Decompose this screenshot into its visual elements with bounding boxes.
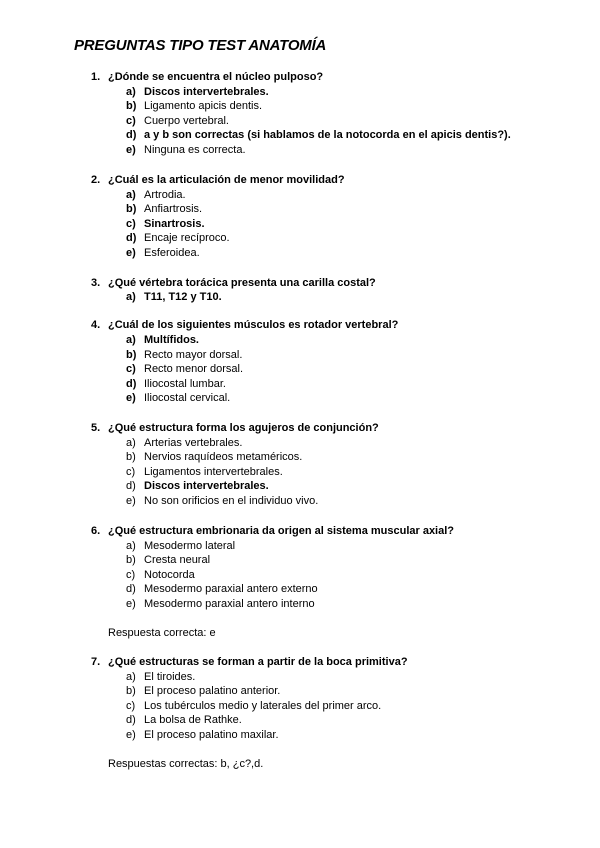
option-text: Recto menor dorsal. bbox=[144, 363, 244, 375]
option-letter: e) bbox=[126, 247, 136, 259]
option-text: Recto mayor dorsal. bbox=[144, 349, 243, 361]
question-number: 1. bbox=[91, 71, 101, 83]
option-d bbox=[0, 479, 600, 493]
option-text: Cresta neural bbox=[144, 554, 211, 566]
option-d bbox=[0, 128, 600, 142]
question-text: ¿Qué estructura forma los agujeros de conjunción? bbox=[108, 422, 379, 434]
option-e bbox=[0, 597, 600, 611]
question-number: 3. bbox=[91, 277, 101, 289]
option-c bbox=[0, 465, 600, 479]
option-c bbox=[0, 568, 600, 582]
option-letter: b) bbox=[126, 451, 136, 463]
option-letter: b) bbox=[126, 203, 137, 215]
option-letter: a) bbox=[126, 334, 136, 346]
option-letter: c) bbox=[126, 569, 136, 581]
option-text: Ninguna es correcta. bbox=[144, 144, 246, 156]
question-header bbox=[0, 524, 600, 538]
option-letter: b) bbox=[126, 685, 136, 697]
option-text: El tiroides. bbox=[144, 671, 196, 683]
option-letter: a) bbox=[126, 189, 136, 201]
option-letter: a) bbox=[126, 291, 136, 303]
option-letter: e) bbox=[126, 598, 136, 610]
option-a bbox=[0, 188, 600, 202]
option-d bbox=[0, 377, 600, 391]
option-e bbox=[0, 246, 600, 260]
option-text: a y b son correctas (si hablamos de la notocorda en el apicis dentis?). bbox=[144, 129, 511, 141]
option-d bbox=[0, 231, 600, 245]
option-letter: c) bbox=[126, 218, 136, 230]
option-e bbox=[0, 143, 600, 157]
option-text: Ligamentos intervertebrales. bbox=[144, 466, 283, 478]
option-text: Artrodia. bbox=[144, 189, 186, 201]
option-e bbox=[0, 391, 600, 405]
option-d bbox=[0, 582, 600, 596]
option-letter: a) bbox=[126, 86, 136, 98]
option-letter: b) bbox=[126, 349, 137, 361]
option-text: El proceso palatino anterior. bbox=[144, 685, 281, 697]
option-letter: b) bbox=[126, 100, 137, 112]
option-text: Cuerpo vertebral. bbox=[144, 115, 229, 127]
option-text: Mesodermo paraxial antero externo bbox=[144, 583, 318, 595]
question-number: 7. bbox=[91, 656, 101, 668]
option-letter: d) bbox=[126, 129, 137, 141]
option-letter: d) bbox=[126, 714, 136, 726]
option-letter: d) bbox=[126, 480, 136, 492]
question-header bbox=[0, 655, 600, 669]
question-text: ¿Cuál de los siguientes músculos es rotador vertebral? bbox=[108, 319, 399, 331]
option-a bbox=[0, 539, 600, 553]
option-b bbox=[0, 348, 600, 362]
option-a bbox=[0, 85, 600, 99]
option-b bbox=[0, 684, 600, 698]
question-number: 4. bbox=[91, 319, 101, 331]
option-b bbox=[0, 450, 600, 464]
question-text: ¿Dónde se encuentra el núcleo pulposo? bbox=[108, 71, 324, 83]
question-text: ¿Qué vértebra torácica presenta una carilla costal? bbox=[108, 277, 376, 289]
option-a bbox=[0, 670, 600, 684]
option-text: T11, T12 y T10. bbox=[144, 291, 222, 303]
option-text: Notocorda bbox=[144, 569, 195, 581]
option-c bbox=[0, 699, 600, 713]
option-c bbox=[0, 362, 600, 376]
option-letter: a) bbox=[126, 540, 136, 552]
option-letter: c) bbox=[126, 700, 136, 712]
question-header bbox=[0, 421, 600, 435]
question-number: 6. bbox=[91, 525, 101, 537]
option-letter: e) bbox=[126, 392, 136, 404]
option-d bbox=[0, 713, 600, 727]
option-b bbox=[0, 202, 600, 216]
option-a bbox=[0, 436, 600, 450]
option-text: La bolsa de Rathke. bbox=[144, 714, 242, 726]
option-letter: a) bbox=[126, 671, 136, 683]
option-text: Multífidos. bbox=[144, 334, 199, 346]
option-text: No son orificios en el individuo vivo. bbox=[144, 495, 319, 507]
option-text: Anfiartrosis. bbox=[144, 203, 203, 215]
option-text: Mesodermo paraxial antero interno bbox=[144, 598, 315, 610]
question-number: 5. bbox=[91, 422, 101, 434]
option-e bbox=[0, 728, 600, 742]
option-letter: e) bbox=[126, 729, 136, 741]
answer-note: Respuesta correcta: e bbox=[108, 627, 216, 639]
option-text: Ligamento apicis dentis. bbox=[144, 100, 263, 112]
option-text: Sinartrosis. bbox=[144, 218, 205, 230]
option-text: Encaje recíproco. bbox=[144, 232, 230, 244]
option-letter: e) bbox=[126, 144, 136, 156]
option-letter: d) bbox=[126, 583, 136, 595]
option-text: Discos intervertebrales. bbox=[144, 480, 269, 492]
question-text: ¿Cuál es la articulación de menor movilidad? bbox=[108, 174, 345, 186]
option-letter: e) bbox=[126, 495, 136, 507]
document-title: PREGUNTAS TIPO TEST ANATOMÍA bbox=[74, 37, 327, 54]
option-text: Los tubérculos medio y laterales del primer arco. bbox=[144, 700, 382, 712]
question-header bbox=[0, 173, 600, 187]
question-text: ¿Qué estructuras se forman a partir de la boca primitiva? bbox=[108, 656, 408, 668]
question-text: ¿Qué estructura embrionaria da origen al sistema muscular axial? bbox=[108, 525, 455, 537]
option-letter: a) bbox=[126, 437, 136, 449]
option-letter: d) bbox=[126, 232, 137, 244]
option-c bbox=[0, 114, 600, 128]
option-letter: c) bbox=[126, 466, 136, 478]
option-text: El proceso palatino maxilar. bbox=[144, 729, 279, 741]
option-letter: d) bbox=[126, 378, 137, 390]
option-letter: b) bbox=[126, 554, 136, 566]
option-a bbox=[0, 333, 600, 347]
question-number: 2. bbox=[91, 174, 101, 186]
option-text: Discos intervertebrales. bbox=[144, 86, 269, 98]
question-header bbox=[0, 70, 600, 84]
option-letter: c) bbox=[126, 363, 136, 375]
option-c bbox=[0, 217, 600, 231]
option-b bbox=[0, 553, 600, 567]
answer-note: Respuestas correctas: b, ¿c?,d. bbox=[108, 758, 264, 770]
question-header bbox=[0, 276, 600, 290]
option-text: Iliocostal lumbar. bbox=[144, 378, 226, 390]
option-letter: c) bbox=[126, 115, 136, 127]
option-text: Nervios raquídeos metaméricos. bbox=[144, 451, 303, 463]
option-text: Esferoidea. bbox=[144, 247, 200, 259]
option-text: Mesodermo lateral bbox=[144, 540, 236, 552]
option-a bbox=[0, 290, 600, 304]
option-text: Iliocostal cervical. bbox=[144, 392, 231, 404]
option-text: Arterias vertebrales. bbox=[144, 437, 243, 449]
question-header bbox=[0, 318, 600, 332]
option-b bbox=[0, 99, 600, 113]
option-e bbox=[0, 494, 600, 508]
